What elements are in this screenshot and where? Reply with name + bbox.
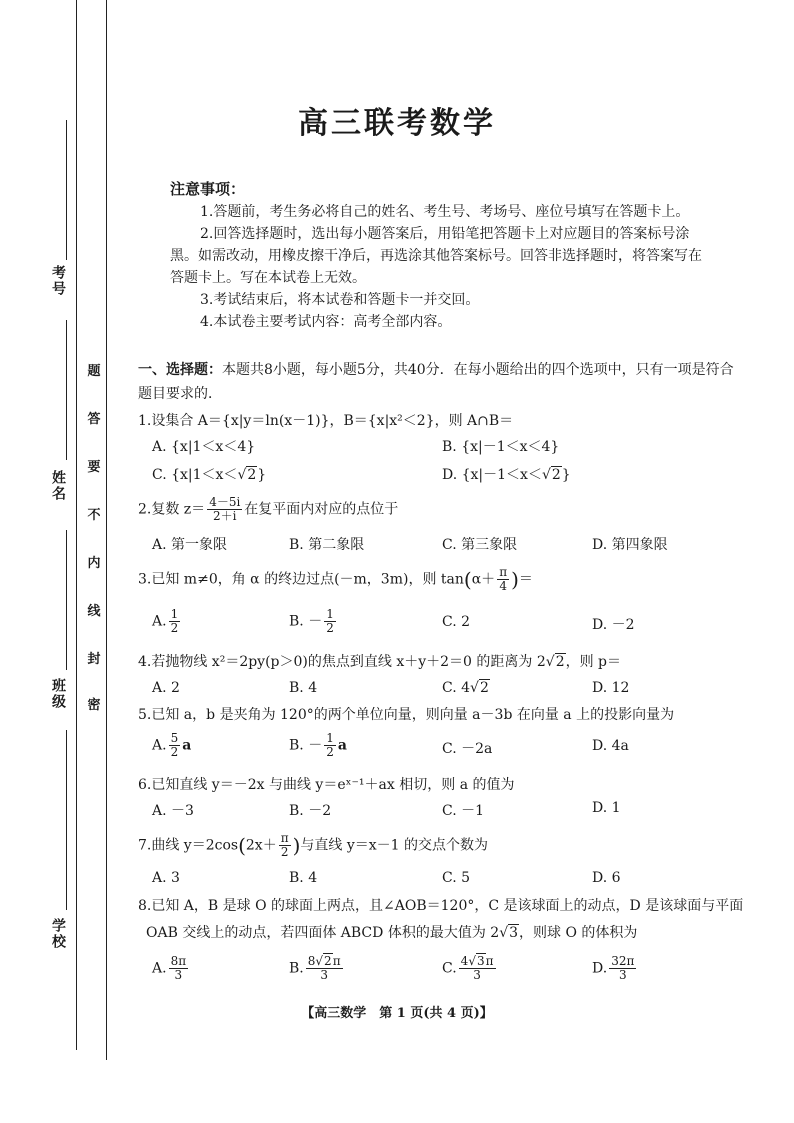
notice-item: 4.本试卷主要考试内容：高考全部内容。 [200, 314, 452, 330]
label-class: 班级 [50, 678, 66, 710]
q2-option-d: D. 第四象限 [592, 537, 668, 553]
q2-option-b: B. 第二象限 [289, 537, 365, 553]
q7-option-c: C. 5 [442, 870, 471, 886]
q3-b-frac [324, 608, 336, 635]
q5-option-d: D. 4a [592, 738, 629, 754]
sqrt-radicand: 2 [555, 654, 565, 670]
q8-c-pi: π [485, 954, 494, 968]
q2-option-a: A. 第一象限 [152, 537, 228, 553]
q6-option-b: B. －2 [289, 803, 332, 819]
q3-arg: α＋ [471, 571, 496, 588]
q8-b-pi: π [332, 954, 341, 968]
q3-a-num: 1 [170, 607, 179, 621]
q3-option-d: D. －2 [592, 617, 635, 633]
blank-name [66, 320, 67, 460]
label-name: 姓名 [50, 470, 66, 502]
q8-b-label: B. [289, 960, 304, 977]
q3-b-label: B. － [289, 613, 323, 630]
q8-c-frac [459, 955, 496, 982]
seal-char: 题 [87, 364, 101, 379]
q4-option-b: B. 4 [289, 680, 318, 696]
section-heading [138, 358, 738, 406]
blank-school [66, 730, 67, 910]
seal-char: 不 [87, 508, 101, 523]
q4-option-d: D. 12 [592, 680, 630, 696]
margin-line-outer [76, 0, 77, 1050]
page-footer: 【高三数学 第 1 页(共 4 页)】 [301, 1006, 493, 1021]
sqrt-radicand: 2 [551, 467, 561, 483]
notice-item: 1.答题前，考生务必将自己的姓名、考生号、考场号、座位号填写在答题卡上。 [200, 204, 690, 220]
q5-option-a [152, 732, 191, 759]
q8-c-coef: 4 [460, 954, 469, 968]
q6-option-a: A. －3 [152, 803, 194, 819]
q3-a-den: 2 [170, 621, 179, 635]
q2-denominator: 2＋i [213, 509, 237, 523]
question-8-line-2: OAB 交线上的动点，若四面体 ABCD 体积的最大值为 2√3，则球 O 的体积为 [146, 925, 638, 941]
q8-c-den: 3 [473, 968, 481, 982]
q5-b-den: 2 [326, 745, 334, 759]
q5-option-c: C. －2a [442, 741, 493, 757]
q8-b-frac [306, 955, 343, 982]
q7-option-d: D. 6 [592, 870, 621, 886]
q5-b-num: 1 [326, 731, 334, 745]
q8-c-label: C. [442, 960, 457, 977]
question-4-stem: 4.若抛物线 x²＝2py(p＞0)的焦点到直线 x＋y＋2＝0 的距离为 2√2，则 p＝ [138, 654, 622, 670]
q5-option-b [289, 732, 347, 759]
q5-a-vector: a [182, 737, 192, 754]
q7-post: 与直线 y＝x－1 的交点个数为 [300, 837, 489, 854]
q1-option-d-text: D. {x|－1＜x＜ [442, 467, 542, 483]
q8-b-coef: 8 [307, 954, 316, 968]
q4-stem-text: 4.若抛物线 x²＝2py(p＞0)的焦点到直线 x＋y＋2＝0 的距离为 2 [138, 654, 546, 670]
q8-option-b [289, 955, 345, 982]
question-7-stem: 7.曲线 y＝2cos(2x＋ $\frac{\pi}{2}$ )与直线 y＝x－1 的交点个数为 [138, 831, 489, 859]
q3-fraction [497, 566, 509, 593]
q2-pre: 2.复数 z＝ [138, 501, 206, 518]
q3-a-frac [169, 608, 181, 635]
q3-b-den: 2 [326, 621, 334, 635]
q7-pi: π [280, 831, 289, 845]
q8-d-label: D. [592, 960, 608, 977]
q1-option-c-text: C. {x|1＜x＜ [152, 467, 238, 483]
q3-pi: π [499, 565, 508, 579]
q5-b-frac [324, 732, 336, 759]
q2-post: 在复平面内对应的点位于 [244, 501, 399, 518]
q4-option-a: A. 2 [152, 680, 180, 696]
blank-class [66, 530, 67, 670]
question-3-stem: 3.已知 m≠0，角 α 的终边过点(－m，3m)，则 tan(α＋ $\frac{\pi}{4}$ )＝ [138, 565, 533, 593]
q2-option-c: C. 第三象限 [442, 537, 518, 553]
question-2-stem [138, 496, 398, 523]
margin-line-inner [106, 0, 107, 1060]
sqrt-radicand: 2 [324, 954, 332, 968]
q5-b-label: B. － [289, 737, 323, 754]
sqrt-radicand: 3 [476, 954, 485, 968]
q8-d-num: 32π [611, 954, 635, 968]
notice-item: 2.回答选择题时，选出每小题答案后，用铅笔把答题卡上对应题目的答案标号涂黑。如需改动，用橡皮擦干净后，再选涂其他答案标号。回答非选择题时，将答案写在答题卡上。写在本试卷上无效。 [170, 226, 702, 286]
section-text: 本题共8小题，每小题5分，共40分．在每小题给出的四个选项中，只有一项是符合题目要求的． [138, 362, 734, 402]
question-6-stem: 6.已知直线 y＝－2x 与曲线 y＝eˣ⁻¹＋ax 相切，则 a 的值为 [138, 777, 515, 793]
sqrt-radicand: 2 [479, 680, 489, 696]
q3-eq: ＝ [518, 571, 533, 588]
q8-a-label: A. [152, 960, 167, 977]
q7-fraction [279, 832, 291, 859]
q3-option-a [152, 608, 182, 635]
q6-option-d: D. 1 [592, 800, 621, 816]
q8-line2-text: OAB 交线上的动点，若四面体 ABCD 体积的最大值为 2 [146, 925, 500, 941]
seal-char: 答 [87, 412, 101, 427]
q8-line2-end: ，则球 O 的体积为 [519, 925, 638, 941]
q8-a-num: 8π [170, 954, 187, 968]
q8-a-frac [169, 955, 189, 982]
q8-b-den: 3 [320, 968, 328, 982]
q5-a-den: 2 [170, 745, 179, 759]
seal-char: 封 [87, 652, 101, 667]
q8-option-d [592, 955, 638, 982]
page-title: 高三联考数学 [298, 106, 496, 141]
q5-a-label: A. [152, 737, 167, 754]
q8-option-c [442, 955, 498, 982]
q3-stem: 3.已知 m≠0，角 α 的终边过点(－m，3m)，则 tan [138, 571, 464, 588]
q3-option-c: C. 2 [442, 614, 471, 630]
section-label: 一、选择题： [138, 362, 222, 378]
q7-two: 2 [280, 845, 289, 859]
seal-char: 密 [87, 698, 101, 713]
question-5-stem: 5.已知 a，b 是夹角为 120°的两个单位向量，则向量 a－3b 在向量 a 上的投影向量为 [138, 707, 675, 723]
q1-option-d: D. {x|－1＜x＜√2} [442, 467, 571, 483]
q5-b-vector: a [337, 737, 347, 754]
notice-block [170, 201, 715, 333]
q7-option-b: B. 4 [289, 870, 318, 886]
seal-char: 要 [87, 460, 101, 475]
notice-heading: 注意事项： [170, 180, 246, 198]
q8-d-frac [609, 955, 636, 982]
q8-b-num: 8√2π [307, 954, 341, 968]
q8-d-den: 3 [618, 968, 627, 982]
question-1-stem: 1.设集合 A＝{x|y＝ln(x－1)}，B＝{x|x²＜2}，则 A∩B＝ [138, 413, 514, 429]
q5-a-frac [169, 732, 181, 759]
q5-a-num: 5 [170, 731, 179, 745]
sqrt-radicand: 3 [509, 925, 519, 941]
q4-c-text: C. 4 [442, 680, 471, 696]
seal-char: 线 [87, 604, 101, 619]
label-school: 学校 [50, 918, 66, 950]
q2-numerator: 4－5i [209, 495, 241, 509]
q1-option-b: B. {x|－1＜x＜4} [442, 439, 560, 455]
q3-b-num: 1 [326, 607, 334, 621]
q6-option-c: C. －1 [442, 803, 485, 819]
q7-pre: 7.曲线 y＝2cos [138, 837, 239, 854]
sqrt-radicand: 2 [247, 467, 257, 483]
seal-char: 内 [87, 556, 101, 571]
q3-four: 4 [499, 579, 507, 593]
q3-a-label: A. [152, 613, 167, 630]
q1-option-c: C. {x|1＜x＜√2} [152, 467, 267, 483]
q1-option-a: A. {x|1＜x＜4} [152, 439, 256, 455]
notice-item: 3.考试结束后，将本试卷和答题卡一并交回。 [200, 292, 480, 308]
q4-option-c: C. 4√2 [442, 680, 489, 696]
q2-fraction [207, 496, 242, 523]
q3-option-b [289, 608, 338, 635]
q4-stem-end: ，则 p＝ [565, 654, 622, 670]
q8-a-den: 3 [174, 968, 183, 982]
question-8-line-1: 8.已知 A，B 是球 O 的球面上两点，且∠AOB＝120°，C 是该球面上的动点，D 是该球面与平面 [138, 898, 744, 914]
q8-option-a [152, 955, 190, 982]
q7-option-a: A. 3 [152, 870, 180, 886]
label-exam-number: 考号 [50, 265, 66, 297]
q8-c-num: 4√3π [460, 954, 494, 968]
q7-arg: 2x＋ [245, 837, 277, 854]
